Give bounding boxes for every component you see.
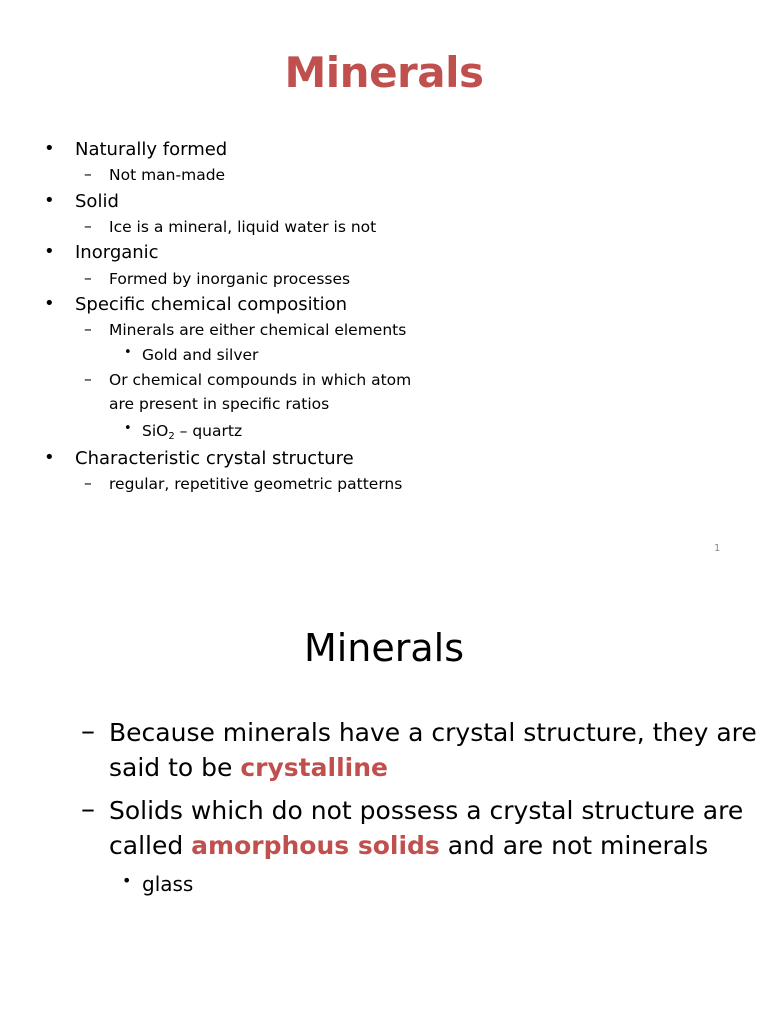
dash-marker: – [81,714,95,747]
list-item: Gold and silver [142,346,259,364]
list-item: Minerals are either chemical elements [109,321,407,339]
dash-marker: – [84,474,92,492]
bullet-marker: • [44,293,55,314]
list-item: Or chemical compounds in which atom [109,371,412,389]
dash-marker: – [84,320,92,338]
highlight-term: crystalline [240,753,388,782]
list-item: Specific chemical composition [75,294,348,315]
bullet-marker: • [124,421,132,436]
dash-marker: – [84,370,92,388]
slide-title: Minerals [303,626,465,670]
list-item: Not man-made [109,166,226,184]
dash-marker: – [84,269,92,287]
bullet-marker: • [44,190,55,211]
bullet-marker: • [44,447,55,468]
point-2-line-2: called amorphous solids and are not minerals [109,831,709,860]
list-item: Ice is a mineral, liquid water is not [109,218,377,236]
bullet-marker: • [124,345,132,360]
list-item: Inorganic [75,242,159,263]
dash-marker: – [84,217,92,235]
list-item: SiO$_2$ – quartz [142,422,243,442]
list-item: regular, repetitive geometric patterns [109,475,403,493]
page-number: 1 [714,543,721,554]
dash-marker: – [84,165,92,183]
list-item: Characteristic crystal structure [75,448,354,469]
list-item: Naturally formed [75,139,228,160]
dash-marker: – [81,792,95,825]
bullet-marker: • [44,138,55,159]
bullet-marker: • [44,241,55,262]
sub-item: glass [142,872,194,896]
slide-2 [0,590,768,1024]
point-2-line-1: Solids which do not possess a crystal structure are [109,796,744,825]
list-item: Formed by inorganic processes [109,270,351,288]
list-item: are present in specific ratios [109,395,330,413]
list-item: Solid [75,191,119,212]
slide-title: Minerals [284,48,484,97]
bullet-marker: • [122,871,132,890]
point-1-line-1: Because minerals have a crystal structure, they are [109,718,757,747]
point-1-line-2: said to be crystalline [109,753,388,782]
highlight-term: amorphous solids [191,831,440,860]
